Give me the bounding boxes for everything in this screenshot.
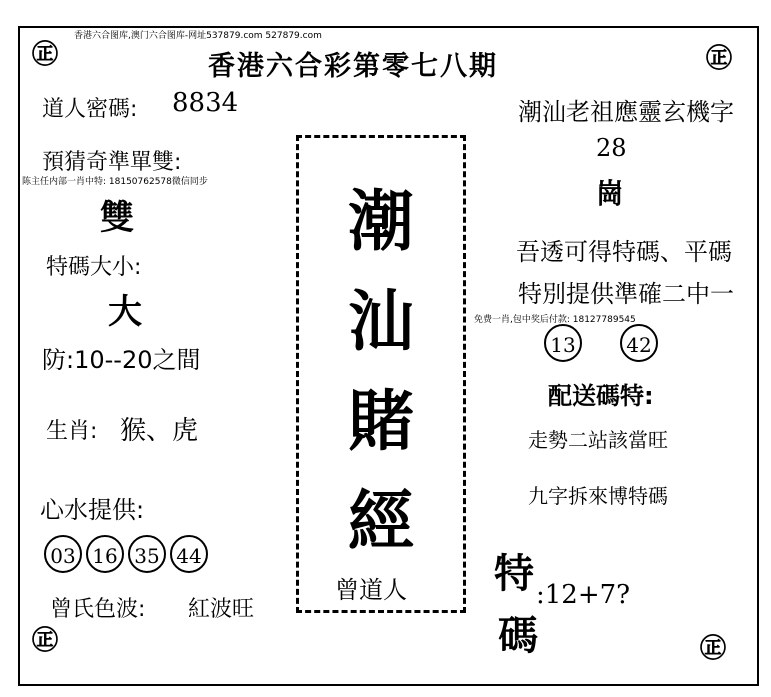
wave-value: 紅波旺 <box>188 597 255 622</box>
password-label: 道人密碼: <box>42 97 138 122</box>
right-char: 崗 <box>596 177 625 210</box>
heart-number: 35 <box>128 535 166 573</box>
special-value: :12+7? <box>536 580 631 610</box>
corner-mark-bottom-left: ㊣ <box>32 626 59 656</box>
corner-mark-bottom-right: ㊣ <box>700 634 727 664</box>
right-line-5: 九字拆來博特碼 <box>528 484 668 508</box>
center-title-box <box>296 135 466 613</box>
odd-even-value: 雙 <box>100 198 134 238</box>
right-number: 28 <box>596 134 627 162</box>
right-circle-number: 42 <box>620 324 658 362</box>
center-char: 賭 <box>348 383 414 460</box>
heart-number: 03 <box>44 535 82 573</box>
left-promo-line: 陈主任内部一肖中特: 18150762578微信同步 <box>22 177 208 187</box>
size-label: 特碼大小: <box>46 255 142 280</box>
special-char-1: 特 <box>494 551 534 597</box>
heart-number: 16 <box>86 535 124 573</box>
guard-range: 防:10--20之間 <box>42 346 201 374</box>
heart-number: 44 <box>170 535 208 573</box>
right-circle-number: 13 <box>544 324 582 362</box>
header-small-line: 香港六合图库,澳门六合图库-网址537879.com 527879.com <box>74 31 322 41</box>
right-line-4: 走勢二站該當旺 <box>528 428 668 452</box>
odd-even-label: 預猜奇準單雙: <box>42 150 182 175</box>
password-value: 8834 <box>172 88 239 118</box>
right-special-label: 配送碼特: <box>548 382 654 410</box>
special-char-2: 碼 <box>498 613 538 659</box>
center-char: 經 <box>348 483 414 560</box>
right-line-3: 特別提供準確二中一 <box>518 280 734 308</box>
right-line-1: 潮汕老祖應靈玄機字 <box>518 98 734 126</box>
right-promo-line: 免费一肖,包中奖后付款: 18127789545 <box>474 315 636 325</box>
wave-label: 曾氏色波: <box>50 597 146 622</box>
center-char: 汕 <box>348 283 414 360</box>
heart-label: 心水提供: <box>40 496 145 524</box>
right-circles <box>544 324 662 362</box>
zodiac-value: 猴、虎 <box>120 416 199 446</box>
page-title: 香港六合彩第零七八期 <box>208 51 498 82</box>
corner-mark-top-left: ㊣ <box>32 40 59 70</box>
size-value: 大 <box>108 292 142 332</box>
heart-numbers <box>44 535 212 573</box>
center-char: 潮 <box>348 183 414 260</box>
zodiac-label: 生肖: <box>46 419 98 444</box>
right-line-2: 吾透可得特碼、平碼 <box>516 238 732 266</box>
corner-mark-top-right: ㊣ <box>706 44 733 74</box>
center-author: 曾道人 <box>335 576 407 604</box>
